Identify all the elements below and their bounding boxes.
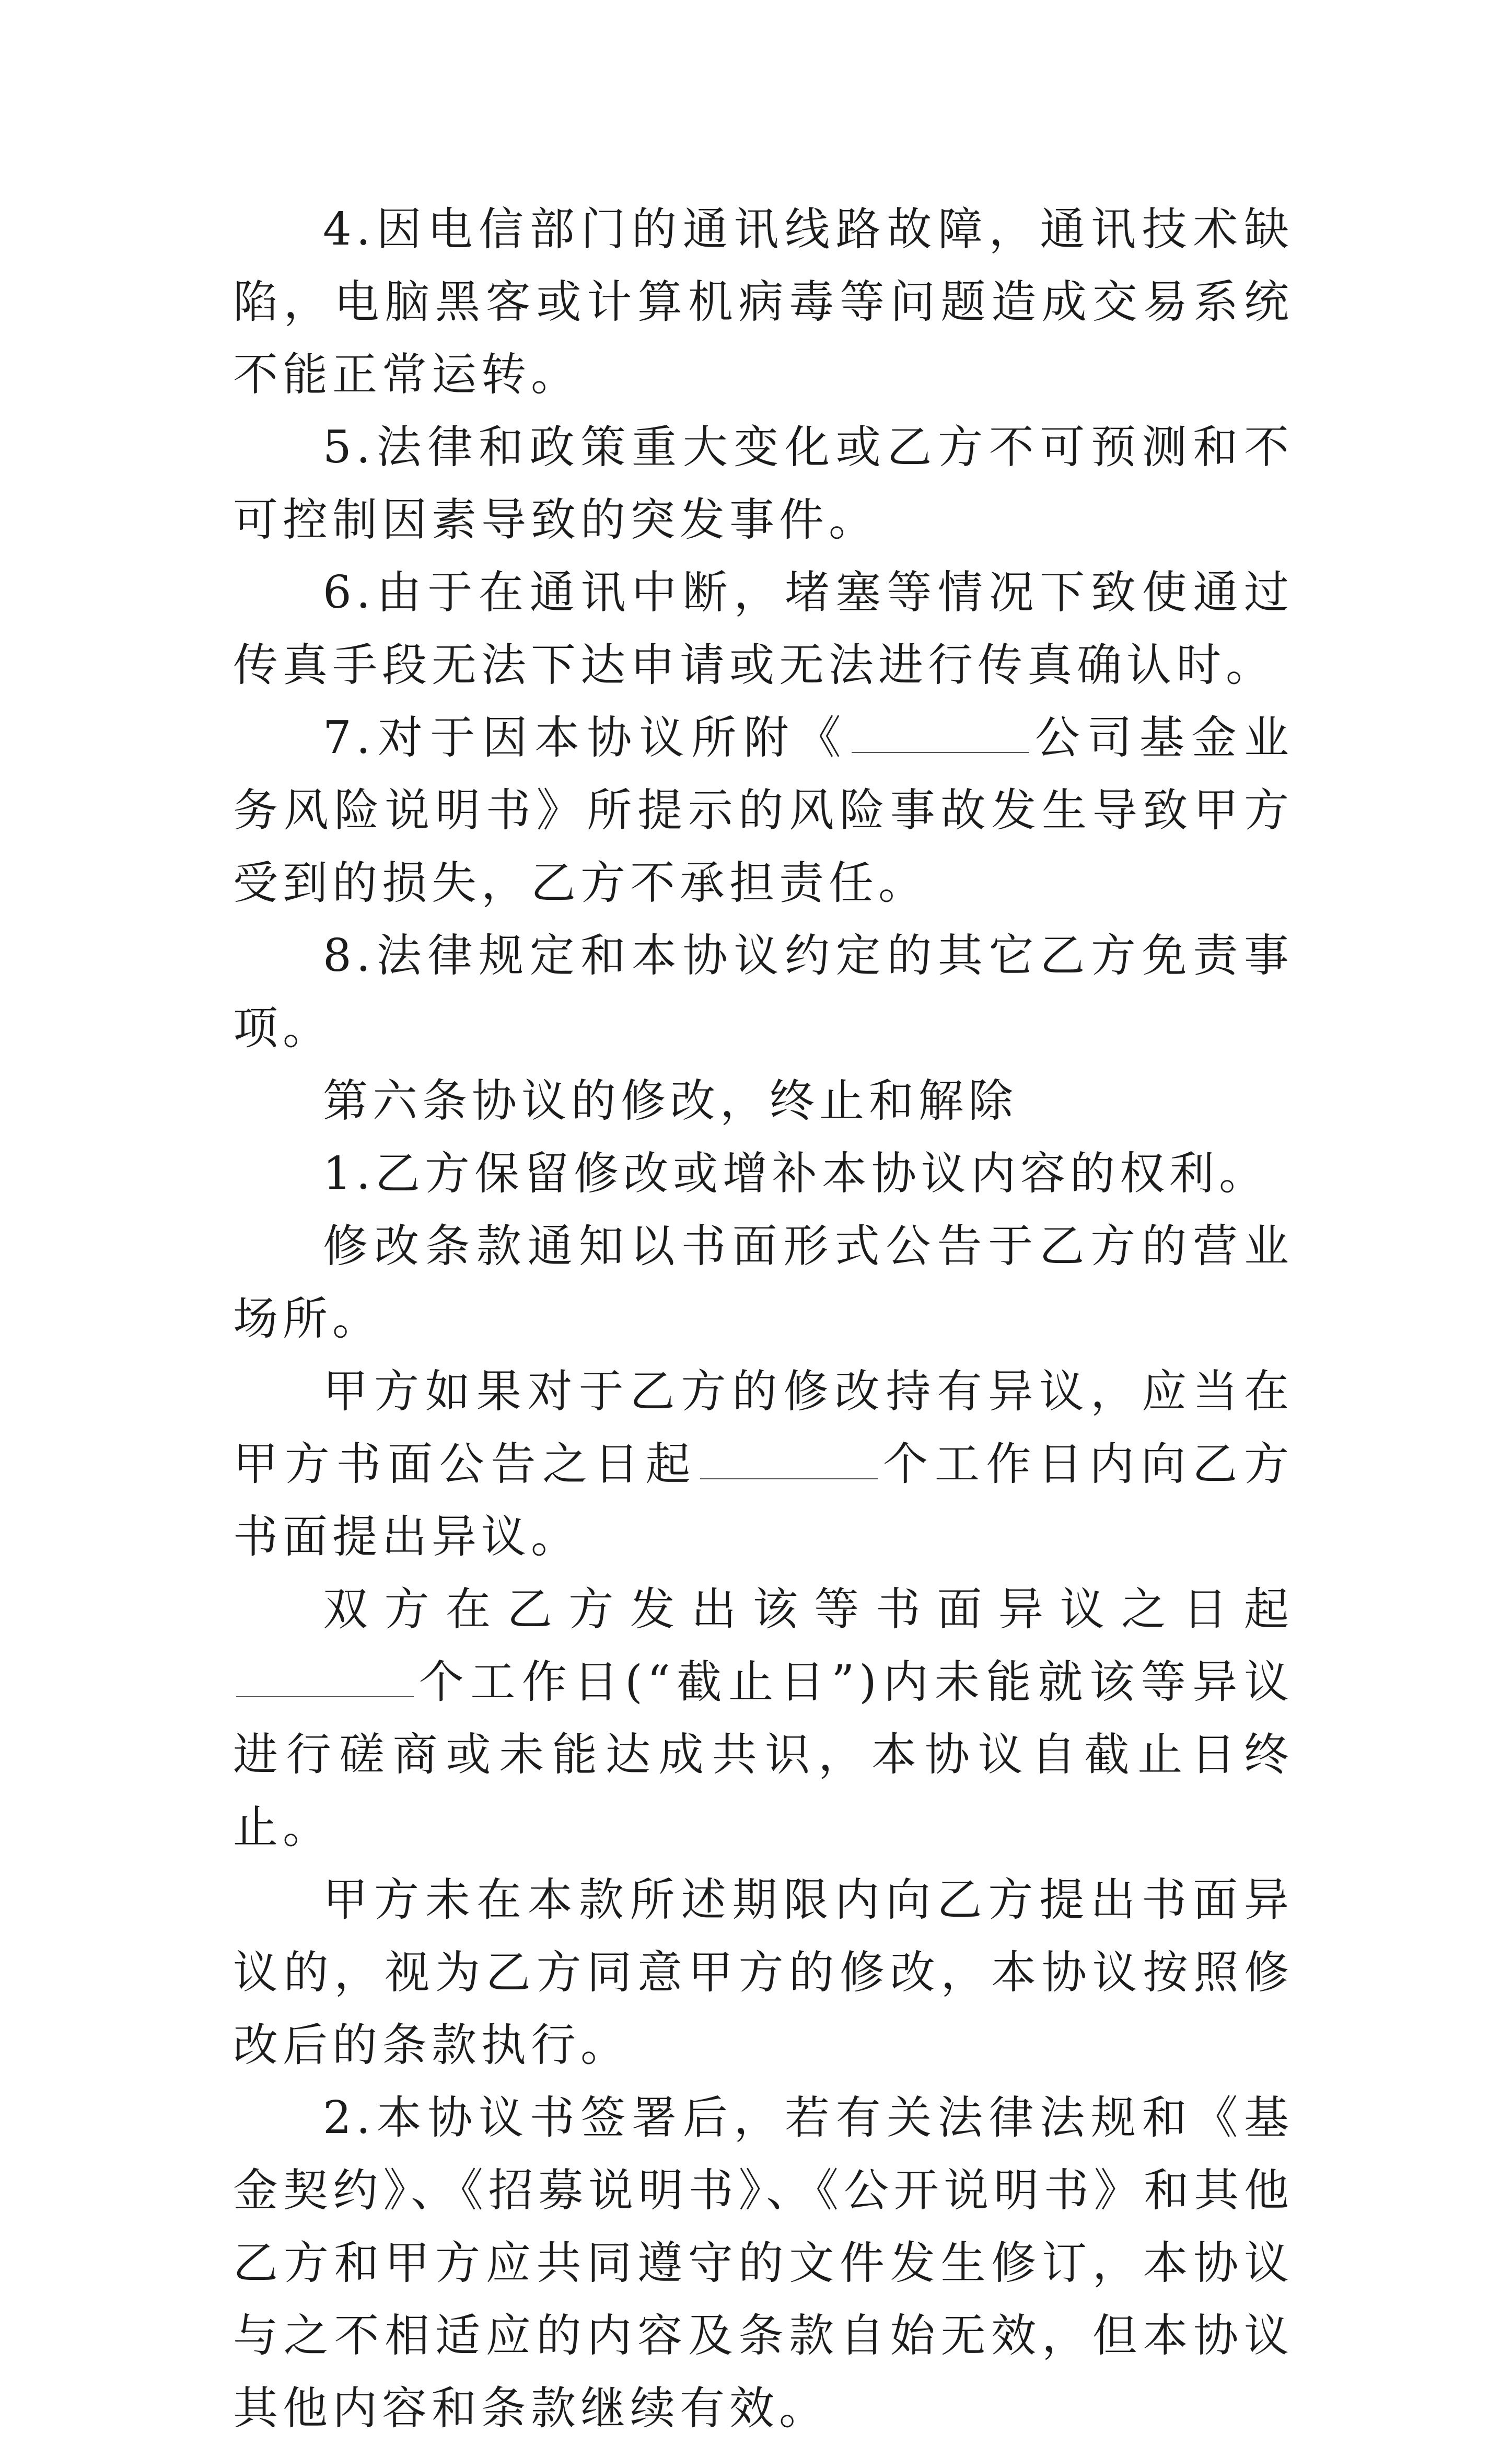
clause-6-text: 6.由于在通讯中断，堵塞等情况下致使通过传真手段无法下达申请或无法进行传真确认时。 bbox=[233, 566, 1294, 691]
clause-7-text-before: 7.对于因本协议所附《 bbox=[323, 712, 848, 764]
clause-8-paragraph bbox=[233, 920, 1294, 1065]
clause-5-paragraph bbox=[233, 411, 1294, 557]
company-name-blank bbox=[852, 714, 1029, 753]
document-body bbox=[233, 193, 1294, 2445]
objection-text-before: 甲方如果对于乙方的修改持有异议，应当在甲方书面公告之日起 bbox=[233, 1365, 1294, 1490]
no-objection-text: 甲方未在本款所述期限内向乙方提出书面异议的，视为乙方同意甲方的修改，本协议按照修改后的条款执行。 bbox=[233, 1874, 1294, 2071]
clause-5-text: 5.法律和政策重大变化或乙方不可预测和不可控制因素导致的突发事件。 bbox=[233, 421, 1294, 546]
article-6-item-2-text: 2.本协议书签署后，若有关法律法规和《基金契约》、《招募说明书》、《公开说明书》和其他乙方和甲方应共同遵守的文件发生修订，本协议与之不相适应的内容及条款自始无效，但本协议其他内容和条款继续有效。 bbox=[233, 2092, 1294, 2435]
article-6-item-1-paragraph bbox=[233, 1138, 1294, 1210]
amendment-notice-paragraph bbox=[233, 1210, 1294, 1355]
objection-days-blank bbox=[700, 1441, 878, 1479]
clause-6-paragraph bbox=[233, 557, 1294, 702]
article-6-heading-text: 第六条协议的修改，终止和解除 bbox=[323, 1075, 1018, 1127]
article-6-item-1-text: 1.乙方保留修改或增补本协议内容的权利。 bbox=[323, 1148, 1269, 1200]
deadline-text-after: 个工作日(“截止日”)内未能就该等异议进行磋商或未能达成共识，本协议自截止日终止。 bbox=[233, 1656, 1294, 1853]
deadline-text-before: 双方在乙方发出该等书面异议之日起 bbox=[323, 1583, 1294, 1636]
objection-text-after: 个工作日内向乙方书面提出异议。 bbox=[233, 1438, 1294, 1563]
amendment-notice-text: 修改条款通知以书面形式公告于乙方的营业场所。 bbox=[233, 1220, 1294, 1345]
clause-4-paragraph bbox=[233, 193, 1294, 411]
deadline-paragraph bbox=[233, 1573, 1294, 1864]
clause-7-text-after: 公司基金业务风险说明书》所提示的风险事故发生导致甲方受到的损失，乙方不承担责任。 bbox=[233, 712, 1294, 909]
clause-4-text: 4.因电信部门的通讯线路故障，通讯技术缺陷，电脑黑客或计算机病毒等问题造成交易系统不能正常运转。 bbox=[233, 203, 1294, 401]
article-6-heading bbox=[233, 1065, 1294, 1138]
clause-8-text: 8.法律规定和本协议约定的其它乙方免责事项。 bbox=[233, 930, 1294, 1055]
deadline-days-blank bbox=[236, 1659, 414, 1697]
no-objection-paragraph bbox=[233, 1864, 1294, 2082]
clause-7-paragraph bbox=[233, 702, 1294, 920]
objection-paragraph bbox=[233, 1355, 1294, 1573]
article-6-item-2-paragraph bbox=[233, 2082, 1294, 2445]
